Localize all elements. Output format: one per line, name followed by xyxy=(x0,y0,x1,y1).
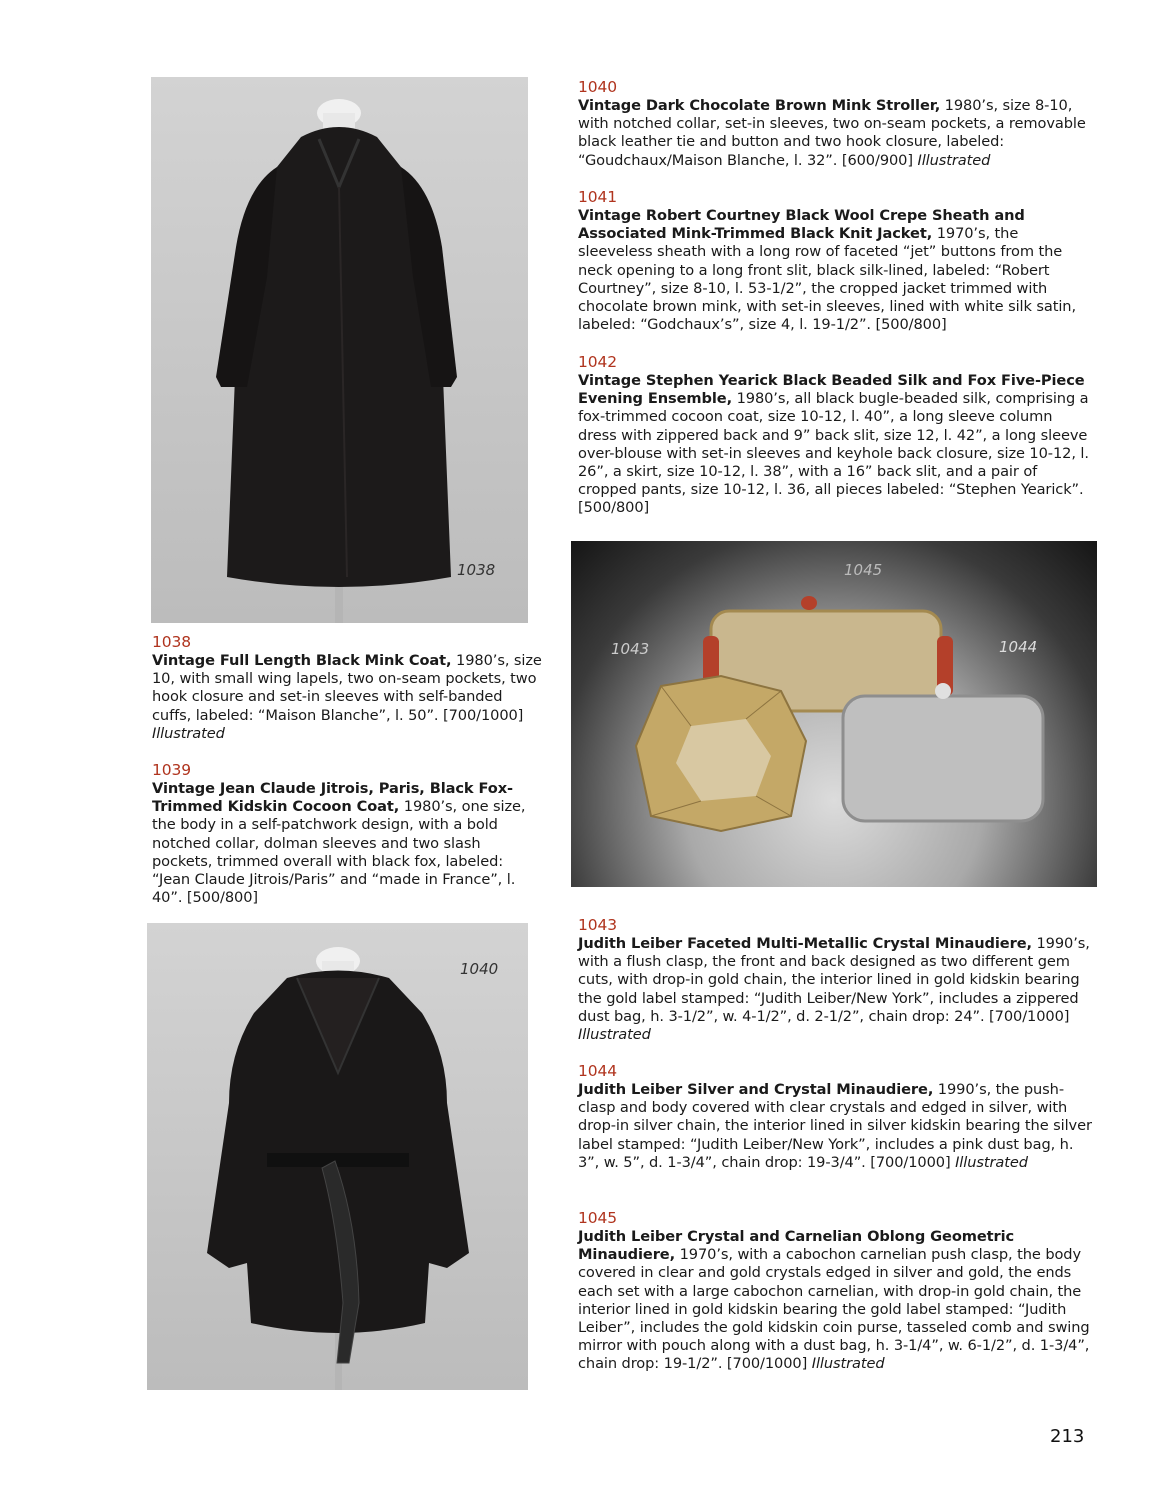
lot-1040 xyxy=(578,77,1093,170)
lot-title: Vintage Dark Chocolate Brown Mink Stroller, xyxy=(578,97,941,114)
photo-lots-1043-1045 xyxy=(571,541,1097,887)
lot-description: 1970’s, the sleeveless sheath with a long row of faceted “jet” buttons from the neck opening to a long front slit, black silk-lined, labeled: “Robert Courtney”, size 8-10, l. 53-1/2”, the cropped jacket trimmed with chocolate brown mink, with set-in sleeves, lined with white silk satin, labeled: “Godchaux’s”, size 4, l. 19-1/2”. [500/800] xyxy=(578,225,1076,334)
lot-number: 1042 xyxy=(578,353,618,371)
mink-stroller-illustration xyxy=(147,923,528,1390)
photo-label-1038: 1038 xyxy=(457,561,496,579)
lot-title: Judith Leiber Silver and Crystal Minaudiere, xyxy=(578,1081,934,1098)
illustrated-note: Illustrated xyxy=(152,724,225,742)
page-number: 213 xyxy=(1050,1426,1085,1447)
lot-description: 1970’s, with a cabochon carnelian push clasp, the body covered in clear and gold crystals edged in silver and gold, the ends each set with a large cabochon carnelian, with drop-in gold chain, the interior lined in gold kidskin bearing the gold label stamped: “Judith Leiber”, includes the gold kidskin coin purse, tasseled comb and swing mirror with pouch along with a dust bag, h. 3-1/4”, w. 6-1/2”, d. 1-3/4”, chain drop: 19-1/2”. [700/1000] xyxy=(578,1246,1090,1373)
lot-title: Vintage Stephen Yearick Black Beaded Silk and Fox Five-Piece Evening Ensemble, xyxy=(578,372,1085,408)
lot-description: 1980’s, size 10, with small wing lapels, two on-seam pockets, two hook closure and set-in sleeves with self-banded cuffs, labeled: “Maison Blanche”, l. 50”. [700/1000] xyxy=(152,652,542,724)
illustrated-note: Illustrated xyxy=(811,1355,885,1373)
lot-description: 1990’s, the push-clasp and body covered with clear crystals and edged in silver, with drop-in silver chain, the interior lined in silver kidskin bearing the silver label stamped: “Judith Leiber/New York”, includes a pink dust bag, h. 3”, w. 5”, d. 1-3/4”, chain drop: 19-3/4”. [700/1000] xyxy=(578,1081,1092,1171)
photo-label-1045: 1045 xyxy=(844,561,883,579)
photo-label-1040: 1040 xyxy=(460,960,499,978)
photo-lot-1038 xyxy=(151,77,528,623)
lot-1041 xyxy=(578,187,1093,334)
lot-title: Judith Leiber Faceted Multi-Metallic Crystal Minaudiere, xyxy=(578,935,1032,952)
lot-1042 xyxy=(578,352,1093,518)
lot-title: Vintage Robert Courtney Black Wool Crepe Sheath and Associated Mink-Trimmed Black Knit Jacket, xyxy=(578,207,1025,243)
photo-label-1043: 1043 xyxy=(611,640,650,658)
mink-coat-illustration xyxy=(151,77,528,623)
lot-1039 xyxy=(152,760,545,907)
lot-number: 1041 xyxy=(578,188,618,206)
illustrated-note: Illustrated xyxy=(917,151,991,169)
photo-label-1044: 1044 xyxy=(999,638,1038,656)
photo-lot-1040 xyxy=(147,923,528,1390)
lot-description: 1980’s, one size, the body in a self-patchwork design, with a bold notched collar, dolman sleeves and two slash pockets, trimmed overall with black fox, labeled: “Jean Claude Jitrois/Paris” and “made in France”, l. 40”. [500/800] xyxy=(152,798,526,907)
lot-1045 xyxy=(578,1208,1093,1374)
illustrated-note: Illustrated xyxy=(578,1026,651,1044)
lot-1044 xyxy=(578,1061,1093,1172)
lot-title: Judith Leiber Crystal and Carnelian Oblong Geometric Minaudiere, xyxy=(578,1228,1015,1264)
minaudieres-illustration xyxy=(571,541,1097,887)
lot-description: 1980’s, all black bugle-beaded silk, comprising a fox-trimmed cocoon coat, size 10-12, l. 40”, a long sleeve column dress with zippered back and 9” back slit, size 12, l. 42”, a long sleeve over-blouse with set-in sleeves and keyhole back closure, size 10-12, l. 26”, a skirt, size 10-12, l. 38”, with a 16” back slit, and a pair of cropped pants, size 10-12, l. 36, all pieces labeled: “Stephen Yearick”. [500/800] xyxy=(578,390,1089,517)
lot-number: 1043 xyxy=(578,916,618,934)
lot-number: 1039 xyxy=(152,761,192,779)
lot-1038 xyxy=(152,632,545,743)
lot-number: 1038 xyxy=(152,633,192,651)
lot-number: 1045 xyxy=(578,1209,618,1227)
lot-number: 1044 xyxy=(578,1062,618,1080)
lot-title: Vintage Full Length Black Mink Coat, xyxy=(152,652,452,669)
lot-title: Vintage Jean Claude Jitrois, Paris, Black Fox-Trimmed Kidskin Cocoon Coat, xyxy=(152,780,513,816)
illustrated-note: Illustrated xyxy=(955,1153,1028,1171)
lot-description: 1990’s, with a flush clasp, the front and back designed as two different gem cuts, with drop-in gold chain, the interior lined in gold kidskin bearing the gold label stamped: “Judith Leiber/New York”, includes a zippered dust bag, h. 3-1/2”, w. 4-1/2”, d. 2-1/2”, chain drop: 24”. [700/1000] xyxy=(578,935,1090,1025)
lot-number: 1040 xyxy=(578,78,618,96)
lot-1043 xyxy=(578,915,1093,1044)
lot-description: 1980’s, size 8-10, with notched collar, set-in sleeves, two on-seam pockets, a removable black leather tie and button and two hook closure, labeled: “Goudchaux/Maison Blanche, l. 32”. [600/900] xyxy=(578,97,1086,169)
